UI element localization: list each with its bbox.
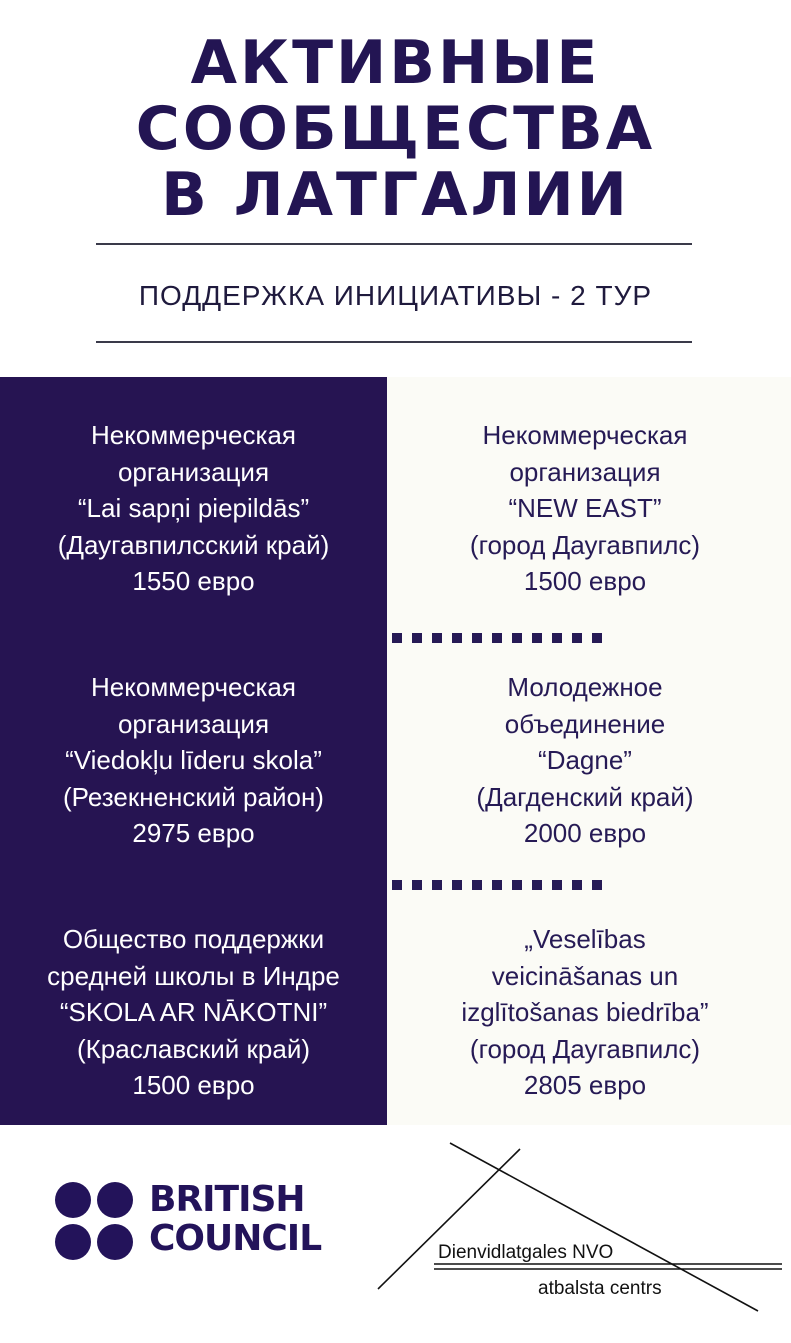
- grant-amount: 2000 евро: [523, 818, 647, 848]
- grant-amount: 1550 евро: [132, 566, 255, 596]
- grant-line: (Резекненский район): [63, 781, 324, 812]
- grant-line: „Veselības: [524, 924, 646, 954]
- grant-right-3: [387, 921, 783, 1104]
- nvo-logo-lines-icon: [370, 1135, 791, 1343]
- grant-line: “NEW EAST”: [508, 493, 662, 523]
- grant-line: Некоммерческая: [91, 672, 296, 702]
- nvo-line-1: Dienvidlatgales NVO: [438, 1242, 614, 1263]
- grant-line: Некоммерческая: [91, 420, 296, 450]
- grant-right-1: [387, 417, 783, 600]
- grant-left-1: [0, 417, 387, 600]
- grant-line: (Дагденский край): [476, 781, 694, 812]
- grant-line: организация: [117, 456, 270, 487]
- grant-line: (Краславский край): [77, 1033, 310, 1064]
- title-line-3: В ЛАТГАЛИИ: [161, 160, 630, 230]
- grant-line: организация: [117, 708, 270, 739]
- grant-line: Общество поддержки: [62, 924, 325, 954]
- grant-line: “Lai sapņi piepildās”: [77, 493, 310, 523]
- page-title: [0, 30, 791, 228]
- grant-amount: 2805 евро: [523, 1070, 647, 1100]
- grant-line: Некоммерческая: [482, 420, 688, 450]
- grant-line: izglītošanas biedrība”: [461, 997, 709, 1027]
- grant-line: объединение: [504, 708, 666, 739]
- grant-line: (город Даугавпилс): [469, 1033, 701, 1064]
- grant-left-3: [0, 921, 387, 1104]
- nvo-line-2: atbalsta centrs: [538, 1278, 662, 1299]
- bottom-divider: [96, 341, 692, 343]
- grant-amount: 2975 евро: [132, 818, 255, 848]
- nvo-logo: [370, 1135, 791, 1343]
- dotted-separator: [392, 880, 602, 890]
- grant-line: “SKOLA AR NĀKOTNI”: [59, 997, 328, 1027]
- british-council-logo: [55, 1180, 355, 1260]
- grant-line: (Даугавпилсский край): [57, 529, 330, 560]
- grant-amount: 1500 евро: [523, 566, 647, 596]
- british-council-line-1: BRITISH: [149, 1179, 305, 1220]
- grant-amount: 1500 евро: [132, 1070, 255, 1100]
- title-line-1: АКТИВНЫЕ: [190, 28, 601, 98]
- subtitle: ПОДДЕРЖКА ИНИЦИАТИВЫ - 2 ТУР: [138, 280, 653, 311]
- grant-line: Молодежное: [507, 672, 663, 702]
- grant-line: “Dagne”: [538, 745, 632, 775]
- grant-line: veicināšanas un: [491, 960, 679, 991]
- grant-left-2: [0, 669, 387, 852]
- grant-line: средней школы в Индре: [47, 960, 340, 991]
- british-council-wordmark: [149, 1180, 321, 1258]
- grant-line: “Viedokļu līderu skola”: [65, 745, 322, 775]
- top-divider: [96, 243, 692, 245]
- grant-line: (город Даугавпилс): [469, 529, 701, 560]
- british-council-dots-icon: [55, 1180, 135, 1260]
- grant-line: организация: [509, 456, 661, 487]
- british-council-line-2: COUNCIL: [149, 1218, 322, 1259]
- title-line-2: СООБЩЕСТВА: [135, 94, 656, 164]
- grant-right-2: [387, 669, 783, 852]
- dotted-separator: [392, 633, 602, 643]
